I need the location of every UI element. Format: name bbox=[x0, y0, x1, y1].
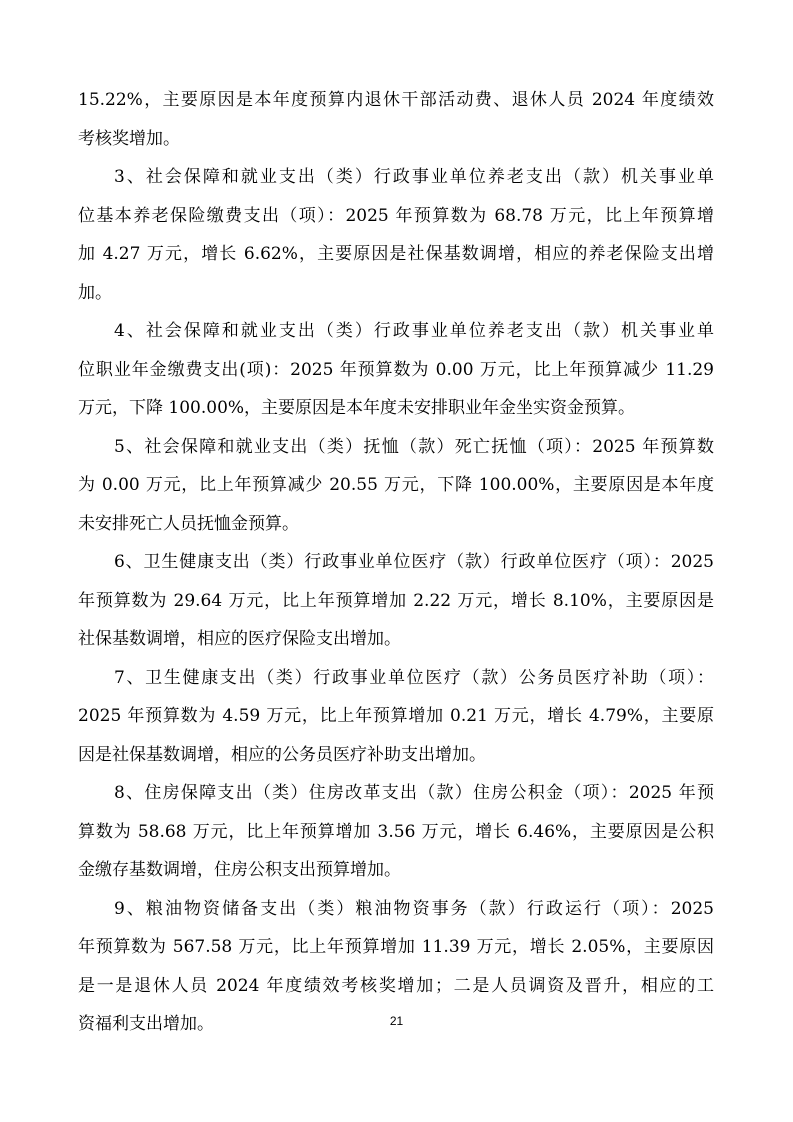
text-line: 万元，下降 100.00%，主要原因是本年度未安排职业年金坐实资金预算。 bbox=[78, 398, 636, 418]
text-line: 8、住房保障支出（类）住房改革支出（款）住房公积金（项）：2025 年预 bbox=[114, 783, 714, 803]
text-line: 位职业年金缴费支出(项)：2025 年预算数为 0.00 万元，比上年预算减少 11.29 bbox=[78, 359, 714, 380]
text-line: 6、卫生健康支出（类）行政事业单位医疗（款）行政单位医疗（项）：2025 bbox=[114, 552, 714, 572]
page-number: 21 bbox=[389, 1014, 404, 1028]
text-line: 是一是退休人员 2024 年度绩效考核奖增加；二是人员调资及晋升，相应的工 bbox=[78, 975, 714, 996]
text-line: 加。 bbox=[78, 282, 112, 303]
text-line: 考核奖增加。 bbox=[78, 128, 180, 149]
text-line: 15.22%，主要原因是本年度预算内退休干部活动费、退休人员 2024 年度绩效 bbox=[78, 90, 714, 110]
text-line: 2025 年预算数为 4.59 万元，比上年预算增加 0.21 万元，增长 4.79%，主要原 bbox=[78, 706, 714, 726]
text-line: 资福利支出增加。 bbox=[78, 1014, 214, 1034]
text-line: 年预算数为 567.58 万元，比上年预算增加 11.39 万元，增长 2.05%，主要原因 bbox=[78, 937, 714, 957]
text-line: 3、社会保障和就业支出（类）行政事业单位养老支出（款）机关事业单 bbox=[114, 167, 714, 187]
text-line: 金缴存基数调增，住房公积支出预算增加。 bbox=[78, 860, 401, 880]
text-line: 9、粮油物资储备支出（类）粮油物资事务（款）行政运行（项）：2025 bbox=[114, 898, 714, 919]
text-line: 为 0.00 万元，比上年预算减少 20.55 万元，下降 100.00%，主要原因是本年度 bbox=[78, 475, 714, 495]
text-line: 社保基数调增，相应的医疗保险支出增加。 bbox=[78, 629, 401, 649]
text-line: 7、卫生健康支出（类）行政事业单位医疗（款）公务员医疗补助（项）： bbox=[114, 667, 714, 688]
text-line: 年预算数为 29.64 万元，比上年预算增加 2.22 万元，增长 8.10%，主要原因是 bbox=[78, 590, 714, 611]
text-line: 5、社会保障和就业支出（类）抚恤（款）死亡抚恤（项）：2025 年预算数 bbox=[114, 436, 714, 457]
text-line: 加 4.27 万元，增长 6.62%，主要原因是社保基数调增，相应的养老保险支出增 bbox=[78, 244, 714, 264]
text-line: 4、社会保障和就业支出（类）行政事业单位养老支出（款）机关事业单 bbox=[114, 321, 714, 341]
body-text bbox=[78, 81, 714, 1044]
text-line: 因是社保基数调增，相应的公务员医疗补助支出增加。 bbox=[78, 744, 486, 765]
text-line: 位基本养老保险缴费支出（项）：2025 年预算数为 68.78 万元，比上年预算增 bbox=[78, 205, 714, 226]
text-line: 算数为 58.68 万元，比上年预算增加 3.56 万元，增长 6.46%，主要原因是公积 bbox=[78, 821, 714, 842]
text-line: 未安排死亡人员抚恤金预算。 bbox=[78, 513, 299, 534]
